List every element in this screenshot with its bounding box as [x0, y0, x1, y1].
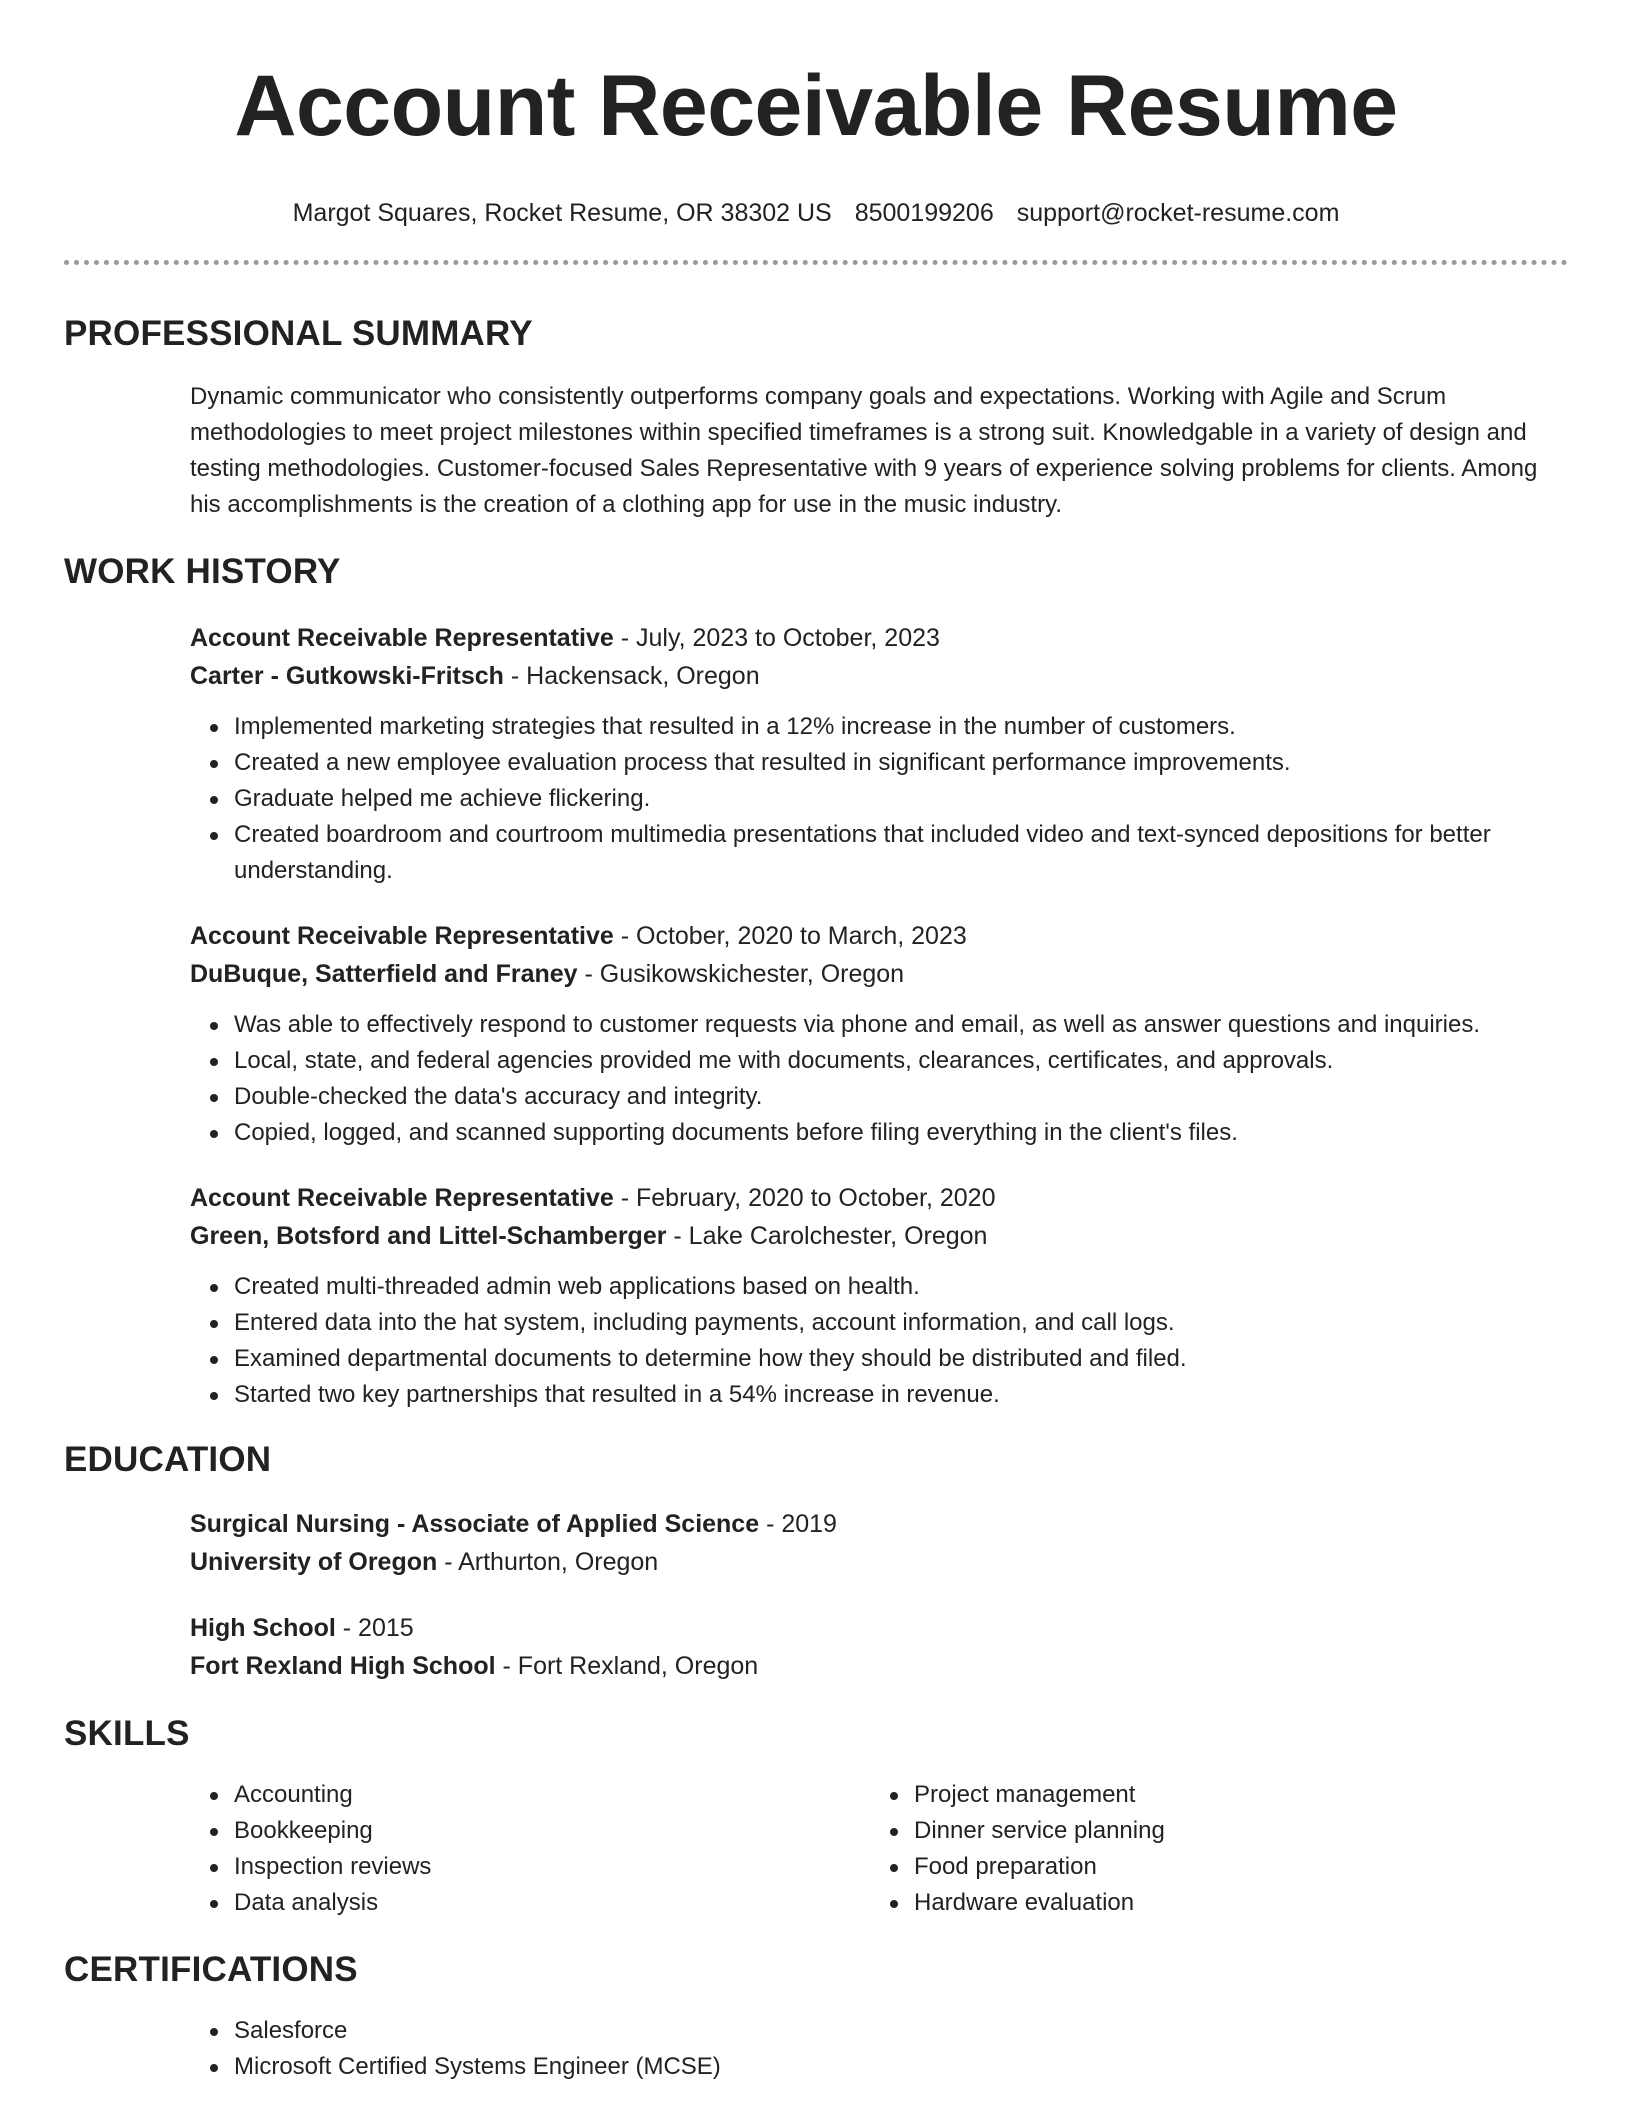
skills-list-right — [914, 1777, 1550, 1921]
education-degree-line — [190, 1609, 1568, 1647]
education-entry — [190, 1609, 1568, 1685]
list-item: Microsoft Certified Systems Engineer (MCSE) — [234, 2049, 1568, 2085]
job-company: Carter - Gutkowski-Fritsch — [190, 662, 504, 690]
certifications-list — [234, 2013, 1568, 2085]
list-item: Created a new employee evaluation process that resulted in significant performance improvements. — [234, 745, 1568, 781]
list-item: Salesforce — [234, 2013, 1568, 2049]
list-item: Dinner service planning — [914, 1813, 1550, 1849]
section-title-work: WORK HISTORY — [64, 552, 341, 591]
job-company-line — [190, 955, 1568, 993]
job-company: DuBuque, Satterfield and Franey — [190, 960, 578, 988]
education-school: Fort Rexland High School — [190, 1652, 496, 1680]
header-divider — [64, 260, 1568, 265]
education-school-line — [190, 1543, 1568, 1581]
job-entry — [190, 1179, 1568, 1413]
certifications-block — [190, 2013, 1568, 2085]
job-location: - Gusikowskichester, Oregon — [577, 960, 905, 988]
job-role-line — [190, 619, 1568, 657]
job-dates: - February, 2020 to October, 2020 — [613, 1184, 996, 1212]
job-entry — [190, 917, 1568, 1151]
contact-email: support@rocket-resume.com — [1016, 199, 1340, 227]
section-title-certifications: CERTIFICATIONS — [64, 1950, 358, 1989]
education-entry — [190, 1505, 1568, 1581]
education-year: - 2015 — [335, 1614, 414, 1642]
contact-address: Margot Squares, Rocket Resume, OR 38302 US — [292, 199, 832, 227]
job-entry — [190, 619, 1568, 889]
job-role: Account Receivable Representative — [190, 922, 614, 950]
education-location: - Fort Rexland, Oregon — [495, 1652, 759, 1680]
education-degree: Surgical Nursing - Associate of Applied Science — [190, 1510, 760, 1538]
list-item: Hardware evaluation — [914, 1885, 1550, 1921]
list-item: Entered data into the hat system, including payments, account information, and call logs. — [234, 1305, 1568, 1341]
education-degree: High School — [190, 1614, 336, 1642]
skills-grid — [190, 1777, 1568, 1921]
education-school-line — [190, 1647, 1568, 1685]
job-role-line — [190, 1179, 1568, 1217]
list-item: Project management — [914, 1777, 1550, 1813]
list-item: Bookkeeping — [234, 1813, 870, 1849]
section-title-summary: PROFESSIONAL SUMMARY — [64, 314, 533, 353]
job-company-line — [190, 657, 1568, 695]
list-item: Accounting — [234, 1777, 870, 1813]
contact-phone: 8500199206 — [854, 199, 994, 227]
list-item: Food preparation — [914, 1849, 1550, 1885]
job-company-line — [190, 1217, 1568, 1255]
section-title-education: EDUCATION — [64, 1440, 272, 1479]
list-item: Examined departmental documents to determine how they should be distributed and filed. — [234, 1341, 1568, 1377]
skills-column-left — [190, 1777, 870, 1921]
list-item: Inspection reviews — [234, 1849, 870, 1885]
resume-title: Account Receivable Resume — [234, 58, 1398, 154]
list-item: Double-checked the data's accuracy and integrity. — [234, 1079, 1568, 1115]
job-dates: - October, 2020 to March, 2023 — [613, 922, 967, 950]
education-school: University of Oregon — [190, 1548, 438, 1576]
job-location: - Hackensack, Oregon — [503, 662, 760, 690]
list-item: Started two key partnerships that resulted in a 54% increase in revenue. — [234, 1377, 1568, 1413]
job-bullets — [234, 1007, 1568, 1151]
list-item: Implemented marketing strategies that resulted in a 12% increase in the number of customers. — [234, 709, 1568, 745]
list-item: Local, state, and federal agencies provided me with documents, clearances, certificates, and approvals. — [234, 1043, 1568, 1079]
list-item: Copied, logged, and scanned supporting documents before filing everything in the client's files. — [234, 1115, 1568, 1151]
job-bullets — [234, 1269, 1568, 1413]
job-role: Account Receivable Representative — [190, 1184, 614, 1212]
job-dates: - July, 2023 to October, 2023 — [613, 624, 940, 652]
list-item: Created boardroom and courtroom multimedia presentations that included video and text-synced depositions for better understanding. — [234, 817, 1568, 889]
job-company: Green, Botsford and Littel-Schamberger — [190, 1222, 667, 1250]
skills-list-left — [234, 1777, 870, 1921]
skills-column-right — [870, 1777, 1550, 1921]
education-degree-line — [190, 1505, 1568, 1543]
job-location: - Lake Carolchester, Oregon — [666, 1222, 988, 1250]
list-item: Data analysis — [234, 1885, 870, 1921]
list-item: Created multi-threaded admin web applications based on health. — [234, 1269, 1568, 1305]
section-title-skills: SKILLS — [64, 1714, 190, 1753]
list-item: Was able to effectively respond to customer requests via phone and email, as well as answer questions and inquiries. — [234, 1007, 1568, 1043]
job-bullets — [234, 709, 1568, 889]
contact-line — [64, 198, 1568, 228]
education-location: - Arthurton, Oregon — [437, 1548, 659, 1576]
education-year: - 2019 — [759, 1510, 837, 1538]
job-role: Account Receivable Representative — [190, 624, 614, 652]
list-item: Graduate helped me achieve flickering. — [234, 781, 1568, 817]
summary-text: Dynamic communicator who consistently outperforms company goals and expectations. Working with Agile and Scrum methodologies to meet project milestones within specified timeframes is a strong suit. Knowledgable in a variety of design and testing methodologies. Customer-focused Sales Representative with 9 years of experience solving problems for clients. Among his accomplishments is the creation of a clothing app for use in the music industry. — [190, 383, 1538, 518]
job-role-line — [190, 917, 1568, 955]
